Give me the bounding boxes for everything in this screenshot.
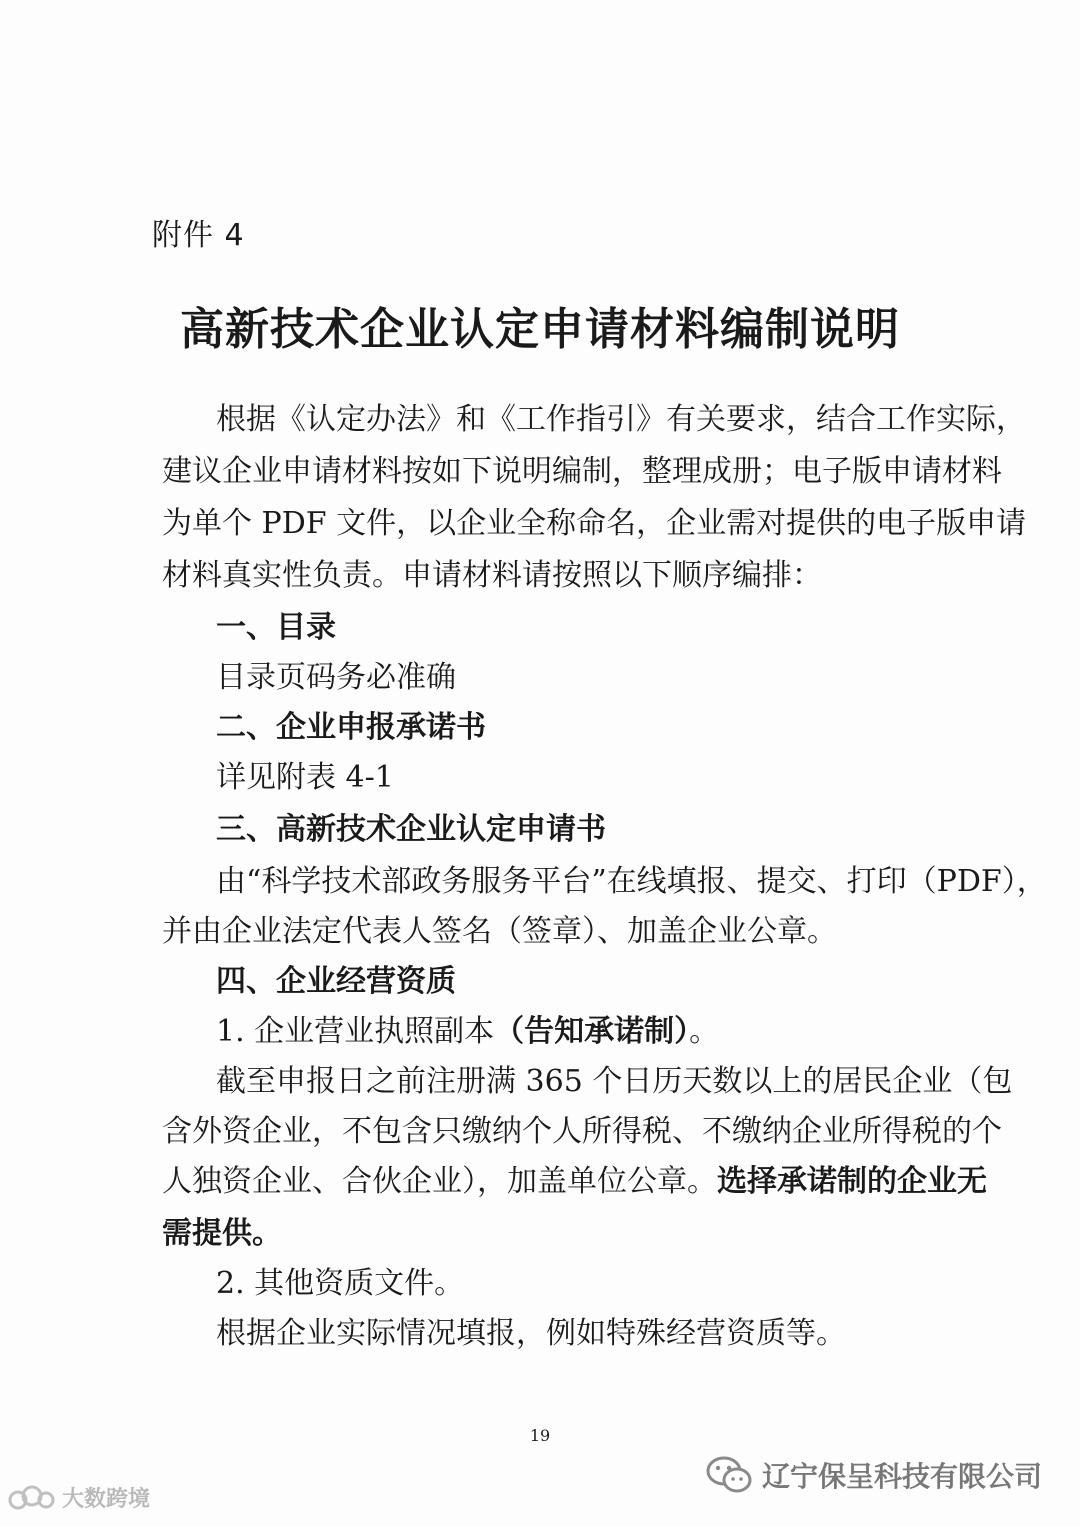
section-text-contents: 目录页码务必准确 [216,660,456,695]
section-heading-application: 三、高新技术企业认定申请书 [216,812,606,847]
intro-line-4: 材料真实性负责。申请材料请按照以下顺序编排： [162,558,822,593]
item-business-license-emphasis: （告知承诺制） [494,1014,690,1049]
page-number: 19 [529,1426,551,1445]
license-para-line-1: 截至申报日之前注册满 365 个日历天数以上的居民企业（包 [216,1064,1013,1099]
wechat-icon [706,1455,752,1495]
watermark-right [706,1455,1042,1495]
section-heading-contents: 一、目录 [216,610,336,645]
item-other-qualifications: 2. 其他资质文件。 [216,1266,465,1301]
watermark-left-text: 大数跨境 [62,1487,151,1512]
intro-line-2: 建议企业申请材料按如下说明编制，整理成册；电子版申请材料 [162,454,1002,489]
license-para-line-3-text: 人独资企业、合伙企业），加盖单位公章。 [162,1164,717,1199]
watermark-right-text: 辽宁保呈科技有限公司 [761,1460,1042,1493]
section-text-application-2: 并由企业法定代表人签名（签章）、加盖企业公章。 [162,914,837,949]
license-para-line-3 [162,1162,987,1202]
section-text-commitment: 详见附表 4-1 [216,760,394,795]
intro-line-1: 根据《认定办法》和《工作指引》有关要求，结合工作实际， [216,402,1026,437]
attachment-label: 附件 4 [152,218,245,253]
item-business-license-label: 1. 企业营业执照副本 [216,1014,495,1049]
intro-line-3: 为单个 PDF 文件，以企业全称命名，企业需对提供的电子版申请 [162,506,1027,541]
item-business-license [216,1012,719,1052]
section-text-application-1: 由“科学技术部政务服务平台”在线填报、提交、打印（PDF）， [216,864,1047,899]
watermark-left [8,1482,150,1513]
section-heading-commitment: 二、企业申报承诺书 [216,710,486,745]
cloud-logo-icon [8,1484,56,1512]
license-para-line-2: 含外资企业，不包含只缴纳个人所得税、不缴纳企业所得税的个 [162,1114,1002,1149]
license-para-line-4: 需提供。 [162,1216,282,1251]
other-qualifications-text: 根据企业实际情况填报，例如特殊经营资质等。 [216,1316,846,1351]
section-heading-qualification: 四、企业经营资质 [216,964,456,999]
item-business-license-end: 。 [689,1014,720,1049]
license-para-line-3-emphasis: 选择承诺制的企业无 [717,1164,987,1199]
document-title: 高新技术企业认定申请材料编制说明 [180,304,900,355]
